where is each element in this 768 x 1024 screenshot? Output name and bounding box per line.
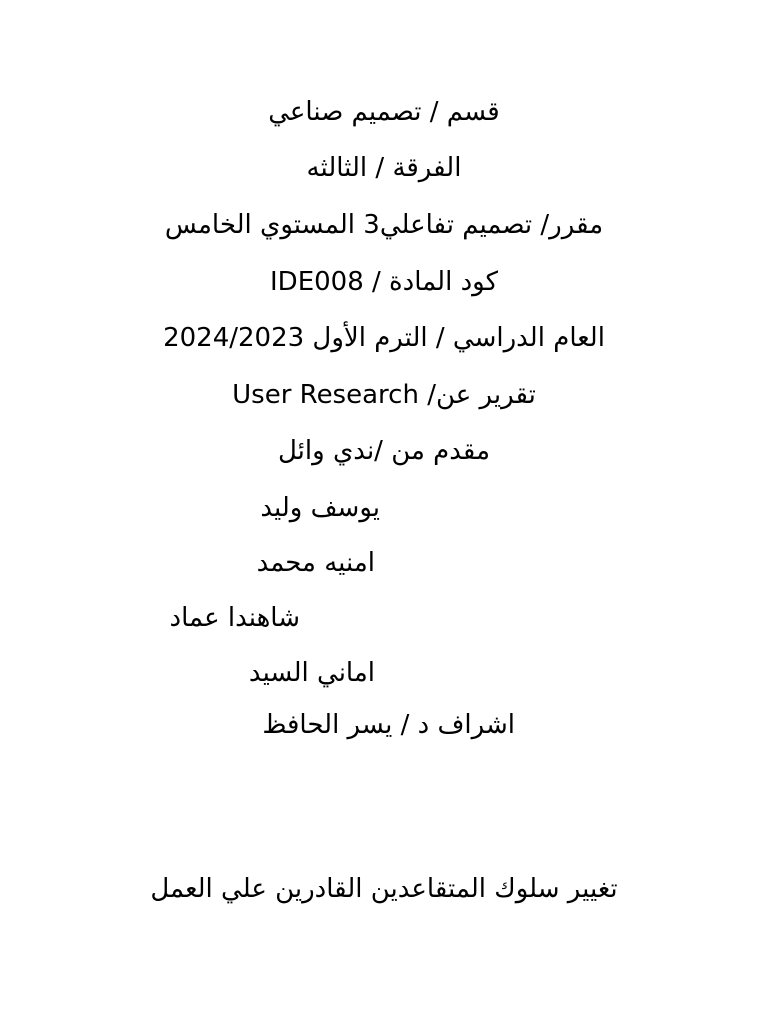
department-line: قسم / تصميم صناعي bbox=[268, 97, 500, 127]
academic-year-line: العام الدراسي / الترم الأول 2024/2023 bbox=[163, 323, 605, 353]
course-line: مقرر/ تصميم تفاعلي3 المستوي الخامس bbox=[164, 210, 604, 240]
report-topic: تغيير سلوك المتقاعدين القادرين علي العمل bbox=[150, 874, 618, 904]
course-code-line: IDE008 / كود المادة bbox=[270, 267, 498, 297]
team-member: اماني السيد bbox=[248, 658, 375, 688]
team-member: شاهندا عماد bbox=[169, 603, 300, 633]
presented-by-line: مقدم من /ندي وائل bbox=[277, 436, 491, 466]
supervisor-line: اشراف د / يسر الحافظ bbox=[262, 710, 515, 740]
team-member: امنيه محمد bbox=[256, 548, 375, 578]
team-member: يوسف وليد bbox=[260, 493, 380, 523]
year-level-line: الفرقة / الثالثه bbox=[306, 153, 462, 183]
report-title-line: User Research /تقرير عن bbox=[232, 380, 536, 410]
